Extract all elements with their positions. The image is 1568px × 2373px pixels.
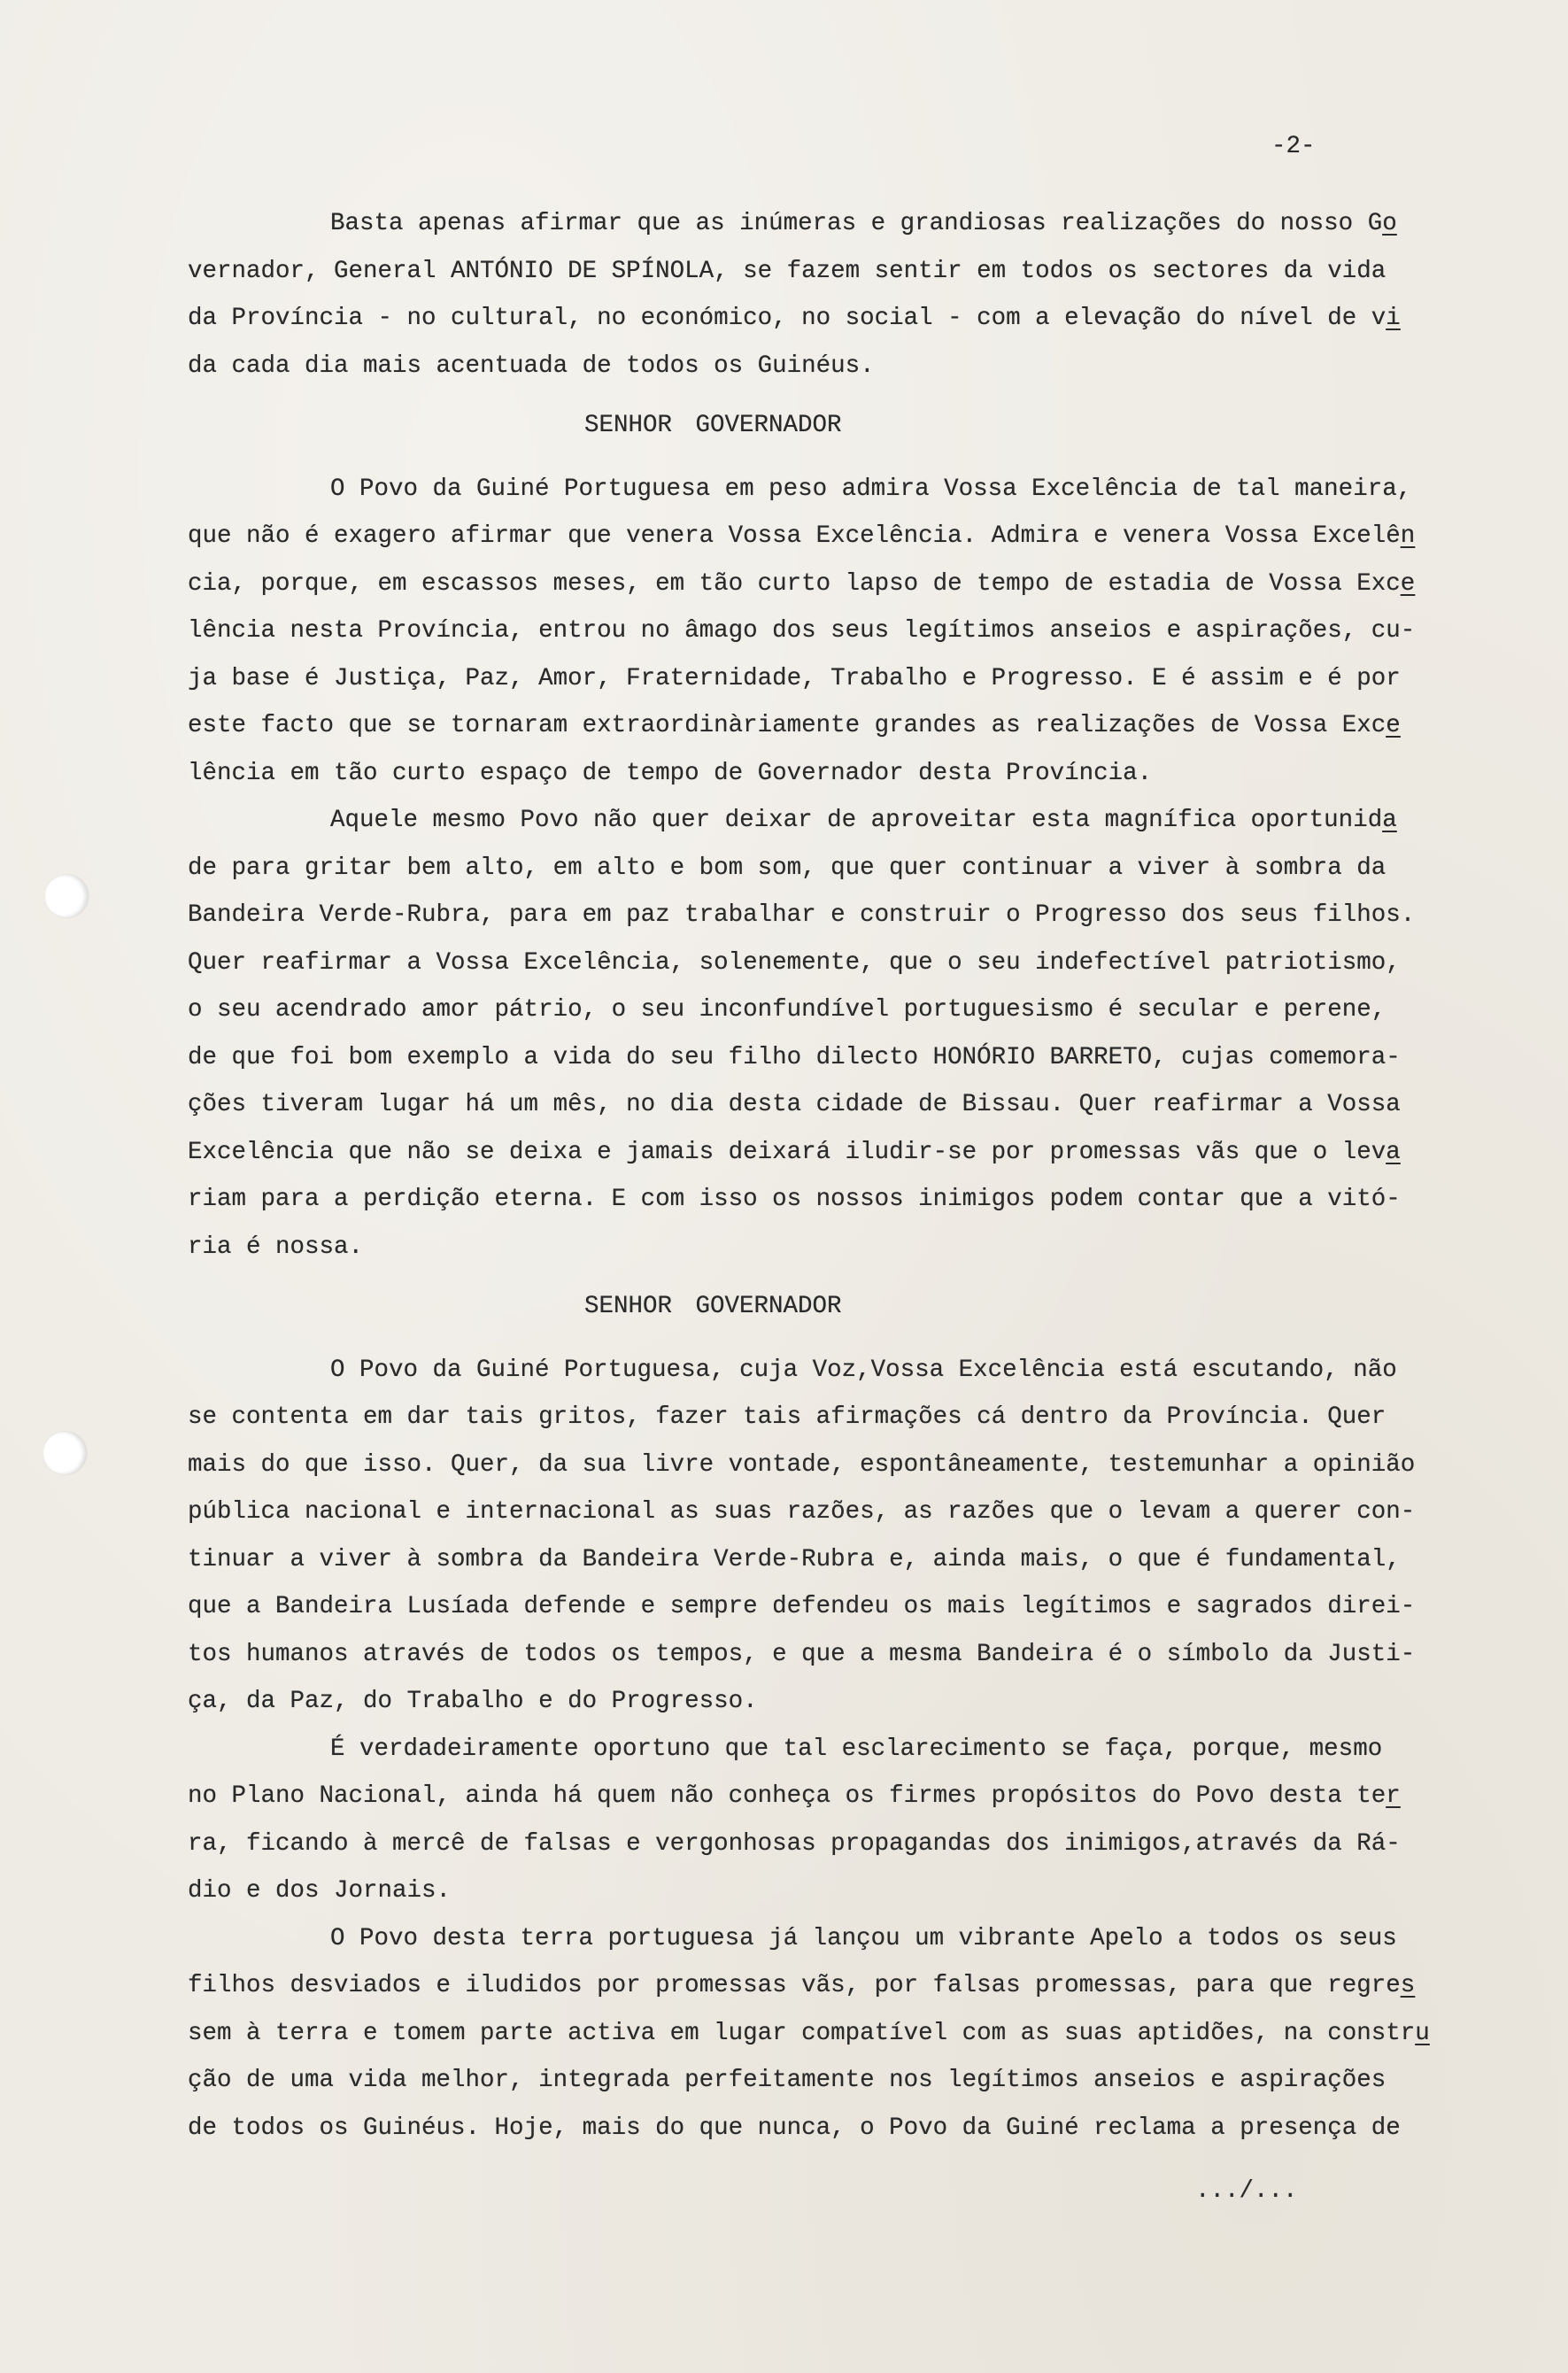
line-text: este facto que se tornaram extraordinàriamente grandes as realizações de Vossa Exc <box>188 712 1386 739</box>
line-text: Aquele mesmo Povo não quer deixar de aproveitar esta magnífica oportunid <box>330 807 1383 834</box>
underlined-letter: u <box>1415 2019 1430 2047</box>
text-line: Quer reafirmar a Vossa Excelência, solenemente, que o seu indefectível patriotismo, <box>188 948 1401 977</box>
text-line: se contenta em dar tais gritos, fazer tais afirmações cá dentro da Província. Quer <box>188 1403 1386 1431</box>
text-line <box>188 295 1498 343</box>
underlined-letter: r <box>1386 1782 1401 1810</box>
text-line: de todos os Guinéus. Hoje, mais do que nunca, o Povo da Guiné reclama a presença de <box>188 2114 1401 2142</box>
underlined-letter: s <box>1400 1972 1416 1999</box>
continuation-mark: .../... <box>1195 2177 1298 2205</box>
text-line: o seu acendrado amor pátrio, o seu inconfundível portuguesismo é secular e perene, <box>188 996 1386 1024</box>
heading-senhor-governador: SENHOR GOVERNADOR <box>584 1293 842 1320</box>
text-line: O Povo da Guiné Portuguesa, cuja Voz,Vossa Excelência está escutando, não <box>330 1356 1397 1384</box>
text-line: ça, da Paz, do Trabalho e do Progresso. <box>188 1688 758 1715</box>
text-line: O Povo da Guiné Portuguesa em peso admira Vossa Excelência de tal maneira, <box>330 475 1412 503</box>
punch-hole <box>45 875 88 917</box>
text-line: ção de uma vida melhor, integrada perfeitamente nos legítimos anseios e aspirações <box>188 2067 1386 2094</box>
paragraph-1 <box>188 200 1498 390</box>
text-line: lência em tão curto espaço de tempo de Governador desta Província. <box>188 759 1153 787</box>
text-line: Bandeira Verde-Rubra, para em paz trabalhar e construir o Progresso dos seus filhos. <box>188 901 1416 929</box>
text-line: da cada dia mais acentuada de todos os Guinéus. <box>188 352 875 380</box>
text-line <box>188 1773 1498 1820</box>
text-line: tos humanos através de todos os tempos, e que a mesma Bandeira é o símbolo da Justi- <box>188 1640 1416 1668</box>
line-text: no Plano Nacional, ainda há quem não conheça os firmes propósitos do Povo desta te <box>188 1782 1386 1810</box>
line-text: Basta apenas afirmar que as inúmeras e grandiosas realizações do nosso G <box>330 210 1383 237</box>
text-line: mais do que isso. Quer, da sua livre vontade, espontâneamente, testemunhar a opinião <box>188 1450 1416 1479</box>
underlined-letter: e <box>1386 712 1401 739</box>
text-line <box>188 797 1498 845</box>
paragraph-6 <box>188 1915 1498 2153</box>
text-line <box>188 200 1498 248</box>
text-line: pública nacional e internacional as suas razões, as razões que o levam a querer con- <box>188 1498 1416 1526</box>
text-line <box>188 702 1498 750</box>
paragraph-4 <box>188 1347 1498 1726</box>
text-line: ria é nossa. <box>188 1233 364 1261</box>
line-text: que não é exagero afirmar que venera Vossa Excelência. Admira e venera Vossa Excelê <box>188 522 1401 550</box>
line-text: da Província - no cultural, no económico, no social - com a elevação do nível de v <box>188 305 1386 332</box>
line-text: cia, porque, em escassos meses, em tão curto lapso de tempo de estadia de Vossa Exc <box>188 569 1401 598</box>
underlined-letter: o <box>1382 210 1397 237</box>
line-text: sem à terra e tomem parte activa em lugar compatível com as suas aptidões, na constr <box>188 2019 1416 2047</box>
text-line: de que foi bom exemplo a vida do seu filho dilecto HONÓRIO BARRETO, cujas comemora- <box>188 1043 1401 1071</box>
text-line: que a Bandeira Lusíada defende e sempre defendeu os mais legítimos e sagrados direi- <box>188 1593 1416 1620</box>
text-line: vernador, General ANTÓNIO DE SPÍNOLA, se fazem sentir em todos os sectores da vida <box>188 257 1386 285</box>
text-line <box>188 1962 1498 2010</box>
document-body <box>188 200 1498 2152</box>
text-line <box>188 560 1498 608</box>
text-line: lência nesta Província, entrou no âmago dos seus legítimos anseios e aspirações, cu- <box>188 617 1416 645</box>
text-line <box>188 1129 1498 1177</box>
text-line: O Povo desta terra portuguesa já lançou um vibrante Apelo a todos os seus <box>330 1924 1397 1952</box>
text-line: dio e dos Jornais. <box>188 1877 452 1905</box>
text-line: ra, ficando à mercê de falsas e vergonhosas propagandas dos inimigos,através da Rá- <box>188 1829 1401 1858</box>
underlined-letter: a <box>1382 807 1397 834</box>
text-line: ja base é Justiça, Paz, Amor, Fraternidade, Trabalho e Progresso. E é assim e é por <box>188 664 1401 692</box>
heading-senhor-governador: SENHOR GOVERNADOR <box>584 412 842 439</box>
underlined-letter: a <box>1386 1138 1401 1166</box>
punch-hole <box>43 1432 86 1474</box>
paragraph-3 <box>188 797 1498 1271</box>
text-line <box>188 513 1498 560</box>
line-text: Excelência que não se deixa e jamais deixará iludir-se por promessas vãs que o lev <box>188 1138 1386 1166</box>
text-line: de para gritar bem alto, em alto e bom som, que quer continuar a viver à sombra da <box>188 854 1386 882</box>
underlined-letter: i <box>1386 305 1401 332</box>
paragraph-5 <box>188 1726 1498 1915</box>
text-line: tinuar a viver à sombra da Bandeira Verde-Rubra e, ainda mais, o que é fundamental, <box>188 1545 1401 1573</box>
page-number: -2- <box>1271 133 1316 160</box>
text-line: É verdadeiramente oportuno que tal esclarecimento se faça, porque, mesmo <box>330 1735 1383 1763</box>
text-line <box>188 2010 1498 2058</box>
line-text: filhos desviados e iludidos por promessas vãs, por falsas promessas, para que regre <box>188 1972 1401 1999</box>
underlined-letter: n <box>1400 522 1416 550</box>
paragraph-2 <box>188 466 1498 798</box>
text-line: ções tiveram lugar há um mês, no dia desta cidade de Bissau. Quer reafirmar a Vossa <box>188 1091 1401 1118</box>
underlined-letter: e <box>1400 569 1416 598</box>
text-line: riam para a perdição eterna. E com isso os nossos inimigos podem contar que a vitó- <box>188 1186 1401 1213</box>
